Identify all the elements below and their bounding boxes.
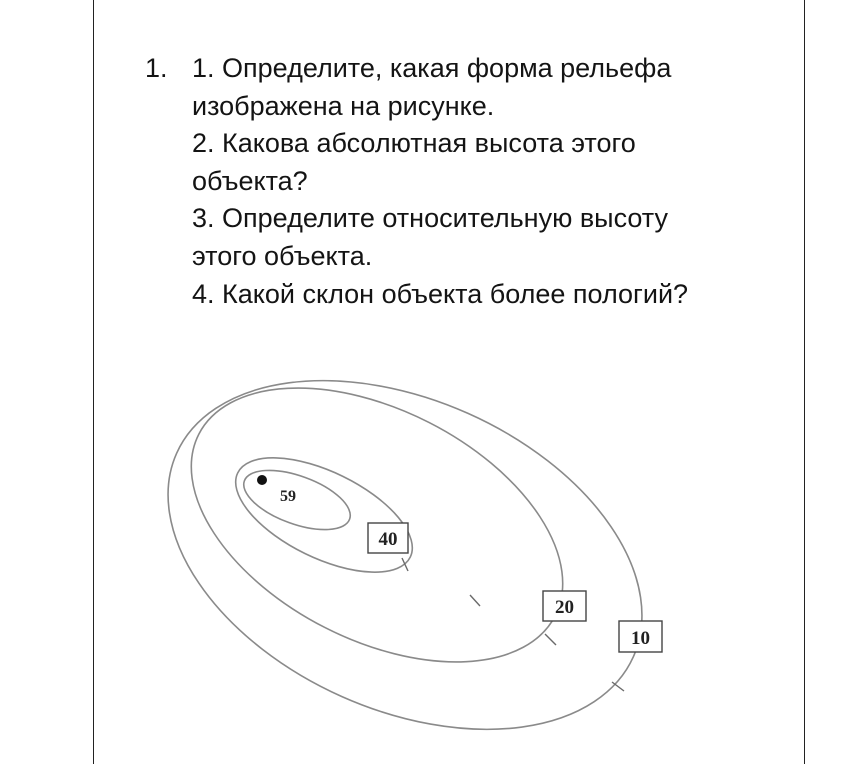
question-line-3: 2. Какова абсолютная высота этого <box>192 128 636 159</box>
contour-line-summit <box>236 458 358 541</box>
question-line-4: объекта? <box>192 165 308 196</box>
contour-label-20: 20 <box>555 597 574 618</box>
slope-tick <box>545 634 556 645</box>
contour-line-40 <box>219 434 429 595</box>
question-number: 1. <box>145 53 168 83</box>
question-line-2: изображена на рисунке. <box>192 90 495 121</box>
summit-point <box>257 475 267 485</box>
question-line-5: 3. Определите относительную высоту <box>192 203 668 234</box>
contour-label-10: 10 <box>631 628 650 649</box>
contour-label-40: 40 <box>378 529 398 550</box>
question-line-1: 1. Определите, какая форма рельефа <box>192 53 672 83</box>
slope-tick <box>470 595 480 606</box>
question-line-7: 4. Какой склон объекта более пологий? <box>192 278 689 309</box>
question-line-6: этого объекта. <box>192 240 373 271</box>
summit-elevation-label: 59 <box>280 488 296 505</box>
